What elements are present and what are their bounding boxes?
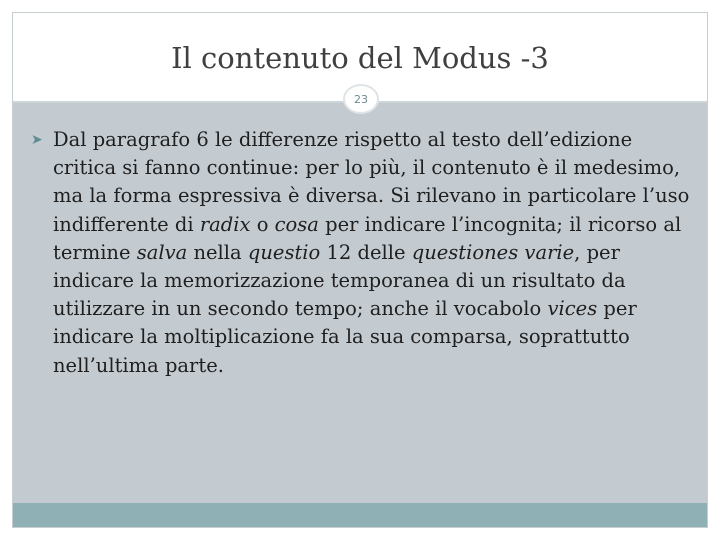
paragraph-text-5: 12 delle <box>320 240 412 264</box>
term-salva: salva <box>136 240 188 264</box>
term-questiones-varie: questiones varie <box>411 240 575 264</box>
term-questio: questio <box>247 240 321 264</box>
paragraph-text-2: o <box>250 212 275 236</box>
page-number-badge: 23 <box>343 84 379 114</box>
paragraph-text-1: Dal paragrafo 6 le differenze rispetto al testo dell’edizione critica si fanno continue: per lo più, il contenuto è il medesimo, ma la forma espressiva è diversa. Si rilevano in particolare l’uso indifferente di <box>53 128 690 236</box>
bottom-accent-bar <box>13 503 707 527</box>
paragraph-text-4: nella <box>187 240 248 264</box>
term-radix: radix <box>199 212 251 236</box>
paragraph-text-3: per indicare l’incognita; il ricorso al termine <box>53 212 682 264</box>
paragraph-text-6: , per indicare la memorizzazione temporanea di un risultato da utilizzare in un secondo tempo; anche il vocabolo <box>53 240 626 321</box>
term-cosa: cosa <box>274 212 319 236</box>
arrow-bullet-icon: ➤ <box>31 132 43 148</box>
slide-title: Il contenuto del Modus -3 <box>171 41 549 75</box>
paragraph-text-7: per indicare la moltiplicazione fa la sua comparsa, soprattutto nell’ultima parte. <box>53 297 637 377</box>
term-vices: vices <box>547 297 598 321</box>
bullet-paragraph <box>31 126 693 380</box>
